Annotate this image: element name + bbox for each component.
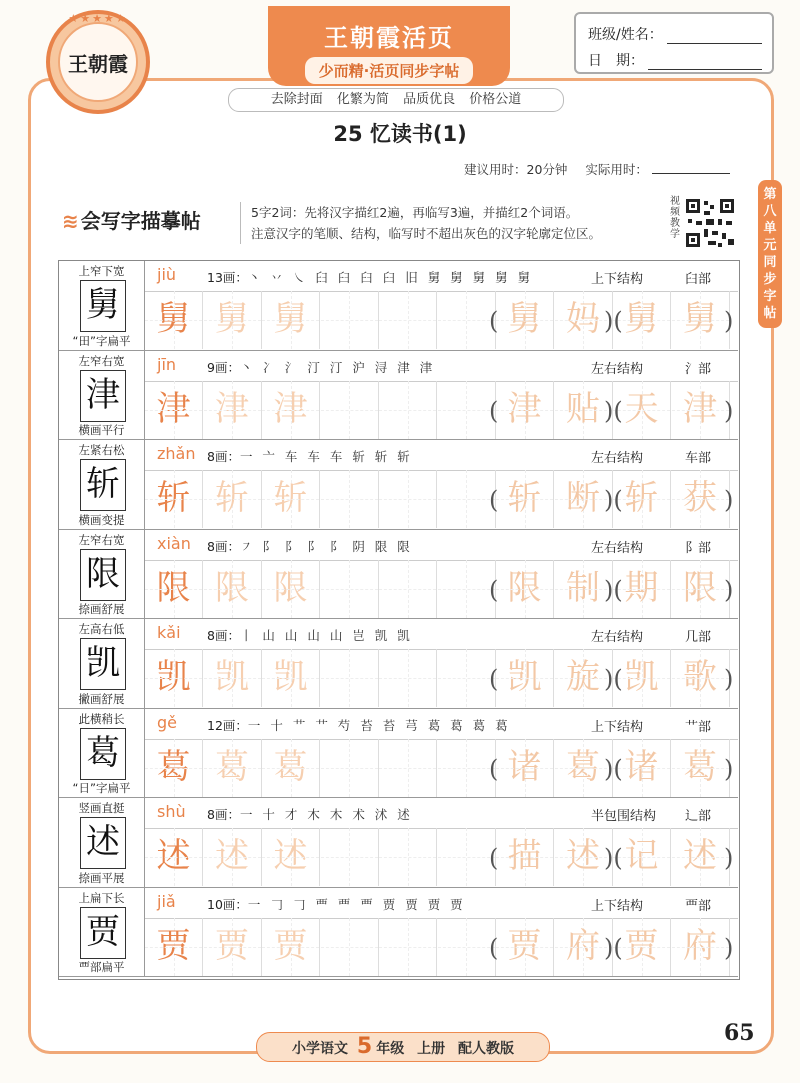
tip-bottom: 撇画舒展 <box>78 691 125 706</box>
model-char: 斩 <box>86 464 120 504</box>
char-structure: 左右结构 <box>591 361 644 377</box>
trace-char: 葛 <box>273 746 308 787</box>
tip-top: 上窄下宽 <box>78 264 125 278</box>
trace-cell[interactable] <box>262 739 320 797</box>
model-char-box <box>80 370 126 422</box>
word-trace-char: 斩 <box>507 478 542 518</box>
practice-cells <box>145 381 738 440</box>
paren-open: ( <box>489 486 499 514</box>
word-trace-char: 述 <box>566 836 600 876</box>
pinyin: kǎi <box>157 623 181 642</box>
practice-grid <box>58 260 740 980</box>
paren-mid: )( <box>604 933 623 962</box>
stroke-count: 13画： <box>207 270 248 285</box>
trace-cell[interactable] <box>262 291 320 349</box>
trace-char: 津 <box>273 388 308 429</box>
trace-char: 舅 <box>215 299 249 339</box>
demo-cell <box>145 649 203 707</box>
word-trace-char: 斩 <box>624 478 659 518</box>
practice-cell[interactable] <box>321 739 379 797</box>
word-cell[interactable] <box>672 381 730 439</box>
stroke-count: 12画： <box>207 717 248 733</box>
practice-cell[interactable] <box>379 470 437 528</box>
char-row <box>59 261 738 351</box>
practice-cell[interactable] <box>379 739 437 797</box>
footer-edition: 配人教版 <box>457 1041 514 1057</box>
paren-mid: )( <box>604 307 623 335</box>
demo-cell <box>145 828 203 886</box>
stroke-count: 8画： <box>207 538 240 554</box>
demo-char: 述 <box>156 836 191 876</box>
paren-close: ) <box>724 396 734 425</box>
tip-top: 此横稍长 <box>78 711 125 726</box>
char-info-line <box>145 530 738 561</box>
footer-grade-label: 年级 <box>376 1041 405 1057</box>
pinyin: gě <box>157 712 177 732</box>
char-tip-cell <box>59 619 145 708</box>
trace-char: 贾 <box>215 925 249 966</box>
char-info-line <box>145 440 738 471</box>
trace-cell[interactable] <box>204 828 262 886</box>
word-cell[interactable] <box>496 828 554 886</box>
demo-cell <box>145 560 203 618</box>
trace-char: 葛 <box>215 746 249 787</box>
paren-open: ( <box>489 575 499 604</box>
practice-cell[interactable] <box>438 470 499 528</box>
practice-cell[interactable] <box>321 560 379 618</box>
char-structure: 左右结构 <box>591 451 644 466</box>
time-info <box>464 160 730 178</box>
word-trace-char: 天 <box>624 388 659 429</box>
trace-cell[interactable] <box>262 560 320 618</box>
model-char-box <box>80 459 126 511</box>
char-tip-cell <box>59 530 145 619</box>
date-label: 日 期： <box>588 53 644 69</box>
practice-cell[interactable] <box>438 560 499 618</box>
model-char: 津 <box>86 374 120 415</box>
paren-mid: )( <box>604 844 623 872</box>
slogan-item: 价格公道 <box>469 92 522 107</box>
model-char-box <box>80 280 126 332</box>
char-info-line <box>145 798 738 829</box>
wave-icon: ≋ <box>62 209 79 233</box>
slogan-item: 品质优良 <box>403 92 456 107</box>
trace-char: 斩 <box>215 478 249 518</box>
demo-char: 贾 <box>156 925 191 966</box>
slogan-item: 去除封面 <box>270 92 323 107</box>
char-radical: 几部 <box>685 630 712 645</box>
word-trace-char: 描 <box>507 836 542 876</box>
practice-cells <box>145 739 738 798</box>
date-field[interactable] <box>648 55 762 70</box>
instructions <box>240 202 671 244</box>
word-cell[interactable] <box>672 470 730 528</box>
paren-open: ( <box>489 665 499 693</box>
trace-cell[interactable] <box>204 918 262 976</box>
practice-cell[interactable] <box>438 381 499 439</box>
word-cell[interactable] <box>672 291 730 349</box>
word-cell[interactable] <box>496 291 554 349</box>
trace-cell[interactable] <box>262 828 320 886</box>
tip-bottom: “日”字扁平 <box>72 781 131 795</box>
word-trace-char: 歌 <box>683 657 717 697</box>
trace-cell[interactable] <box>262 918 320 976</box>
word-trace-char: 舅 <box>507 299 542 339</box>
word-trace-char: 贴 <box>566 388 600 429</box>
paren-mid: )( <box>604 665 623 693</box>
word-cell[interactable] <box>672 739 730 797</box>
word-cell[interactable] <box>672 828 730 886</box>
word-trace-char: 期 <box>624 567 659 608</box>
char-radical: 臼部 <box>685 272 712 287</box>
demo-char: 凯 <box>156 657 191 697</box>
trace-char: 凯 <box>273 657 308 697</box>
banner-title: 王朝霞活页 <box>324 23 454 52</box>
char-structure: 左右结构 <box>591 540 644 556</box>
char-structure: 左右结构 <box>591 630 644 645</box>
stroke-order <box>207 805 413 823</box>
word-trace-char: 制 <box>566 567 600 608</box>
suggested-time: 建议用时：20分钟 <box>464 162 568 177</box>
word-trace-char: 津 <box>507 388 542 429</box>
practice-cells <box>145 291 738 350</box>
practice-cell[interactable] <box>438 918 499 976</box>
practice-cell[interactable] <box>438 739 499 797</box>
actual-time-field[interactable] <box>652 163 730 174</box>
practice-cells <box>145 828 738 887</box>
model-char-box <box>80 728 126 780</box>
practice-cell[interactable] <box>438 649 499 707</box>
word-trace-char: 葛 <box>683 746 717 787</box>
char-radical: 氵部 <box>685 361 712 377</box>
model-char: 凯 <box>86 643 120 683</box>
paren-open: ( <box>489 396 499 425</box>
name-field[interactable] <box>667 29 762 44</box>
word-trace-char: 贾 <box>624 925 659 966</box>
char-row <box>59 619 738 709</box>
char-radical: 艹部 <box>685 719 712 735</box>
word-cell[interactable] <box>496 470 554 528</box>
paren-mid: )( <box>604 754 623 783</box>
instruction-line: 5字2词：先将汉字描红2遍，再临写3遍，并描红2个词语。 <box>251 205 579 220</box>
char-row <box>59 351 738 441</box>
demo-cell <box>145 918 203 976</box>
footer-subject: 小学语文 <box>292 1041 349 1057</box>
char-radical: 车部 <box>685 451 712 466</box>
char-info-line <box>145 709 738 740</box>
practice-cell[interactable] <box>379 560 437 618</box>
trace-char: 津 <box>215 388 249 429</box>
paren-mid: )( <box>604 575 623 604</box>
model-char-box <box>80 817 126 869</box>
pinyin: shù <box>157 802 186 821</box>
char-row <box>59 798 738 888</box>
demo-char: 葛 <box>156 746 191 787</box>
practice-cell[interactable] <box>438 291 499 349</box>
word-cell[interactable] <box>672 649 730 707</box>
word-trace-char: 府 <box>683 925 717 966</box>
model-char: 葛 <box>86 732 120 773</box>
qr-code-icon[interactable] <box>684 197 736 249</box>
practice-cell[interactable] <box>321 381 379 439</box>
tip-bottom: 覀部扁平 <box>78 960 125 974</box>
word-trace-char: 记 <box>624 836 659 876</box>
trace-char: 述 <box>215 836 249 876</box>
word-trace-char: 限 <box>507 567 542 608</box>
demo-char: 舅 <box>156 299 191 339</box>
word-trace-char: 舅 <box>624 299 659 339</box>
char-structure: 上下结构 <box>591 719 644 735</box>
stroke-count: 9画： <box>207 359 240 375</box>
tip-bottom: 横画变提 <box>78 512 125 527</box>
word-trace-char: 津 <box>683 388 717 429</box>
char-tip-cell <box>59 261 145 350</box>
char-row <box>59 709 738 799</box>
tip-bottom: 横画平行 <box>78 423 125 437</box>
video-label: 视频教学 <box>670 196 680 240</box>
trace-char: 斩 <box>273 478 308 518</box>
paren-close: ) <box>724 754 734 783</box>
tip-top: 左窄右宽 <box>78 353 125 368</box>
word-trace-char: 凯 <box>624 657 659 697</box>
demo-cell <box>145 470 203 528</box>
word-trace-char: 府 <box>566 925 600 966</box>
trace-char: 限 <box>215 567 249 608</box>
model-char: 贾 <box>86 911 120 952</box>
model-char: 限 <box>86 553 120 594</box>
stroke-sequence: 丨 山 山 山 山 岂 凯 凯 <box>239 628 413 643</box>
practice-cell[interactable] <box>438 828 499 886</box>
demo-char: 限 <box>156 567 191 608</box>
char-tip-cell <box>59 798 145 887</box>
char-radical: 阝部 <box>685 540 712 556</box>
stroke-count: 10画： <box>207 896 248 912</box>
char-info-line <box>145 261 738 292</box>
demo-cell <box>145 739 203 797</box>
word-trace-char: 舅 <box>683 299 717 339</box>
practice-cells <box>145 649 738 708</box>
char-info-line <box>145 619 738 650</box>
pinyin: xiàn <box>157 533 191 553</box>
stroke-count: 8画： <box>207 628 240 643</box>
practice-cell[interactable] <box>321 828 379 886</box>
char-info-line <box>145 888 738 919</box>
practice-cells <box>145 918 738 977</box>
demo-char: 津 <box>156 388 191 429</box>
stroke-sequence: 一 十 艹 艹 芍 苔 苔 芎 葛 葛 葛 葛 <box>247 717 511 733</box>
stroke-order <box>207 358 435 376</box>
demo-char: 斩 <box>156 478 191 518</box>
practice-cell[interactable] <box>321 470 379 528</box>
logo-text: 王朝霞 <box>68 52 128 76</box>
stroke-sequence: ㇇ 阝 阝 阝 阝 阴 限 限 <box>239 538 413 554</box>
trace-char: 舅 <box>273 299 308 339</box>
paren-close: ) <box>724 486 734 514</box>
stroke-order <box>207 716 511 734</box>
tip-top: 左高右低 <box>78 622 125 636</box>
stroke-count: 8画： <box>207 449 240 464</box>
word-trace-char: 断 <box>566 478 600 518</box>
paren-open: ( <box>489 307 499 335</box>
practice-cell[interactable] <box>379 828 437 886</box>
char-structure: 上下结构 <box>591 898 644 914</box>
section-title: 会写字描摹帖 <box>80 209 201 233</box>
trace-char: 贾 <box>273 925 308 966</box>
actual-time-label: 实际用时： <box>585 162 648 177</box>
practice-cell[interactable] <box>379 291 437 349</box>
tip-top: 上扁下长 <box>78 890 125 905</box>
trace-cell[interactable] <box>262 649 320 707</box>
footer-term: 上册 <box>417 1041 446 1057</box>
model-char-box <box>80 638 126 690</box>
banner-subtitle: 少而精·活页同步字帖 <box>305 57 474 84</box>
word-cell[interactable] <box>496 649 554 707</box>
word-cell[interactable] <box>496 918 554 976</box>
word-cell[interactable] <box>496 381 554 439</box>
model-char: 述 <box>86 822 120 862</box>
pinyin: jīn <box>157 354 177 374</box>
paren-close: ) <box>724 307 734 335</box>
char-info-line <box>145 351 738 382</box>
trace-cell[interactable] <box>204 291 262 349</box>
stroke-order <box>207 626 413 644</box>
char-radical: 辶部 <box>685 809 712 824</box>
paren-close: ) <box>724 665 734 693</box>
word-trace-char: 诸 <box>624 746 659 787</box>
stroke-sequence: 一 𠃌 𠃌 覀 覀 覀 贾 贾 贾 贾 <box>247 896 466 912</box>
practice-cell[interactable] <box>321 918 379 976</box>
trace-char: 凯 <box>215 657 249 697</box>
star-icons: ★★★★★ <box>68 12 128 25</box>
trace-cell[interactable] <box>204 560 262 618</box>
trace-cell[interactable] <box>204 381 262 439</box>
tip-top: 竖画直挺 <box>78 801 125 815</box>
pinyin: zhǎn <box>157 444 196 463</box>
char-structure: 半包围结构 <box>591 809 657 824</box>
slogan-item: 化繁为简 <box>336 92 389 107</box>
char-row <box>59 888 738 978</box>
tip-top: 左窄右宽 <box>78 532 125 547</box>
model-char-box <box>80 549 126 601</box>
practice-cell[interactable] <box>321 649 379 707</box>
practice-cell[interactable] <box>379 381 437 439</box>
practice-cell[interactable] <box>379 918 437 976</box>
page-number: 65 <box>724 1020 755 1046</box>
footer-grade: 5 <box>356 1034 373 1059</box>
word-trace-char: 妈 <box>566 299 600 339</box>
char-row <box>59 440 738 530</box>
paren-mid: )( <box>604 396 623 425</box>
char-tip-cell <box>59 440 145 529</box>
word-cell[interactable] <box>496 560 554 618</box>
unit-side-tab <box>758 180 782 328</box>
trace-cell[interactable] <box>262 381 320 439</box>
pinyin: jiù <box>157 265 177 284</box>
char-tip-cell <box>59 351 145 440</box>
practice-cell[interactable] <box>379 649 437 707</box>
stroke-sequence: 一 亠 车 车 车 斩 斩 斩 <box>239 449 413 464</box>
char-tip-cell <box>59 709 145 798</box>
practice-cell[interactable] <box>321 291 379 349</box>
stroke-count: 8画： <box>207 807 240 822</box>
paren-close: ) <box>724 844 734 872</box>
practice-cells <box>145 560 738 619</box>
trace-cell[interactable] <box>204 649 262 707</box>
stroke-order <box>207 268 533 286</box>
char-radical: 覀部 <box>685 898 712 914</box>
stroke-order <box>207 895 466 913</box>
word-cell[interactable] <box>672 918 730 976</box>
word-trace-char: 贾 <box>507 925 542 966</box>
instruction-line: 注意汉字的笔顺、结构，临写时不超出灰色的汉字轮廓定位区。 <box>251 226 602 241</box>
word-trace-char: 诸 <box>507 746 542 787</box>
paren-open: ( <box>489 933 499 962</box>
pinyin: jiǎ <box>157 891 176 911</box>
student-info-box <box>574 12 774 74</box>
paren-open: ( <box>489 754 499 783</box>
demo-cell <box>145 381 203 439</box>
tip-bottom: “田”字扁平 <box>72 333 131 348</box>
word-trace-char: 获 <box>683 478 717 518</box>
paren-close: ) <box>724 575 734 604</box>
word-trace-char: 限 <box>683 567 717 608</box>
footer-bar <box>256 1032 550 1062</box>
word-trace-char: 述 <box>683 836 717 876</box>
paren-mid: )( <box>604 486 623 514</box>
word-trace-char: 葛 <box>566 746 600 787</box>
word-cell[interactable] <box>496 739 554 797</box>
demo-cell <box>145 291 203 349</box>
section-heading <box>62 205 201 234</box>
stroke-order <box>207 447 413 465</box>
unit-side-tab-label: 第八单元同步字帖 <box>763 187 777 321</box>
trace-char: 限 <box>273 567 308 608</box>
stroke-sequence: 一 十 才 木 木 术 沭 述 <box>239 807 413 822</box>
trace-cell[interactable] <box>204 739 262 797</box>
stroke-sequence: 丶 冫 氵 汀 汀 沪 浔 津 津 <box>239 359 436 375</box>
trace-char: 述 <box>273 836 308 876</box>
char-structure: 上下结构 <box>591 272 644 287</box>
slogan-bar <box>228 88 564 112</box>
lesson-title: 25 忆读书(1) <box>333 122 467 146</box>
stroke-order <box>207 537 413 555</box>
stroke-sequence: 丶 丷 ㇏ 𦥑 臼 臼 臼 旧 舅 舅 舅 舅 舅 <box>247 270 534 285</box>
trace-cell[interactable] <box>262 470 320 528</box>
model-char: 舅 <box>86 285 120 325</box>
word-cell[interactable] <box>672 560 730 618</box>
tip-bottom: 捺画舒展 <box>78 602 125 616</box>
word-trace-char: 凯 <box>507 657 542 697</box>
brand-logo <box>46 10 150 114</box>
tip-top: 左紧右松 <box>78 443 125 457</box>
practice-cells <box>145 470 738 529</box>
char-tip-cell <box>59 888 145 977</box>
word-trace-char: 旋 <box>566 657 600 697</box>
paren-close: ) <box>724 933 734 962</box>
paren-open: ( <box>489 844 499 872</box>
model-char-box <box>80 907 126 959</box>
header-banner <box>268 6 510 86</box>
name-label: 班级/姓名： <box>588 27 663 43</box>
tip-bottom: 捺画平展 <box>78 870 125 885</box>
char-row <box>59 530 738 620</box>
trace-cell[interactable] <box>204 470 262 528</box>
